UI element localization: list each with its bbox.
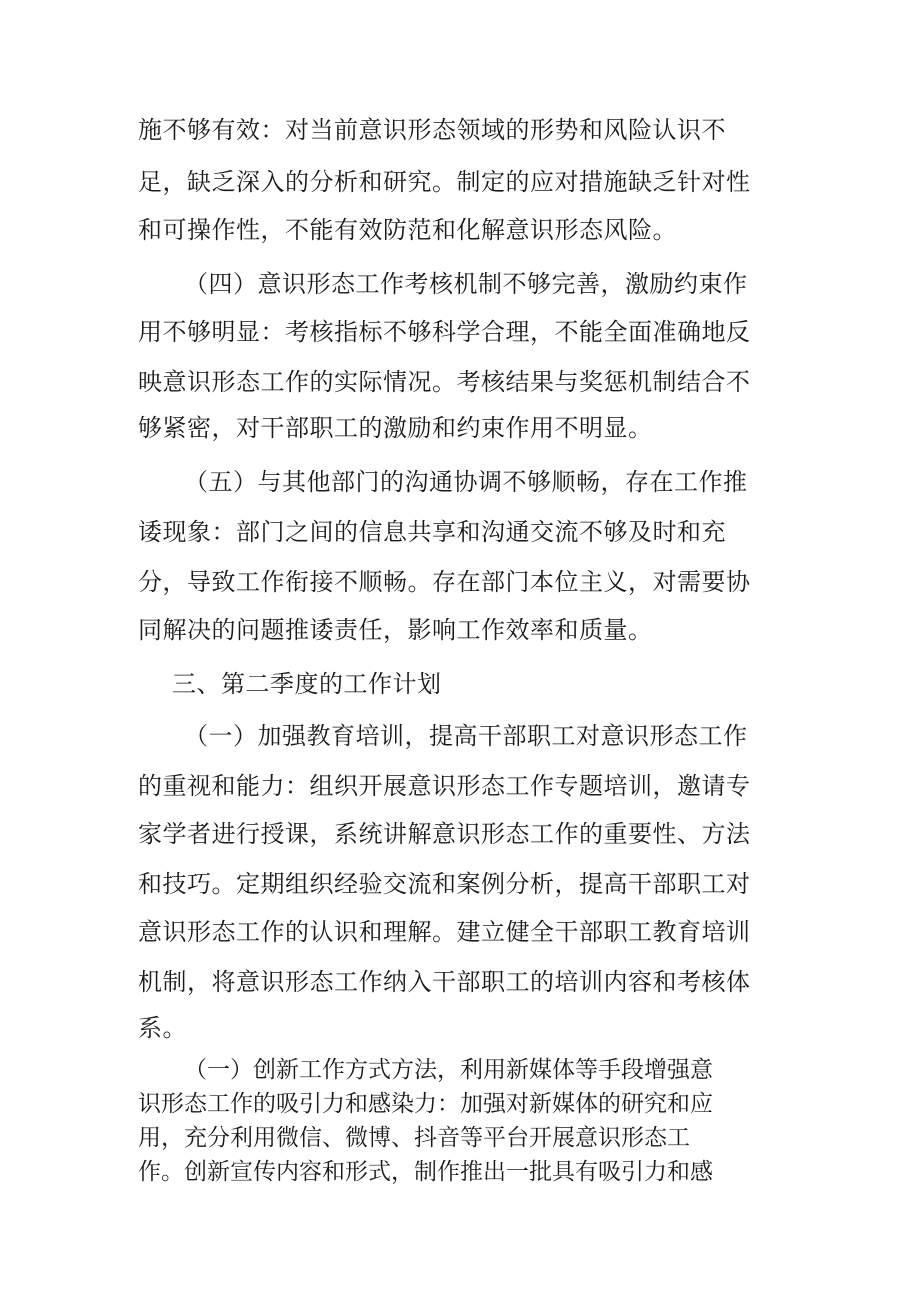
paragraph-heading-four: （四）意识形态工作考核机制不够完善，激励约束作 bbox=[184, 270, 748, 298]
text-line: 和技巧。定期组织经验交流和案例分析，提高干部职工对 bbox=[138, 870, 751, 898]
text-line: 同解决的问题推诿责任，影响工作效率和质量。 bbox=[138, 616, 653, 644]
text-line: 分，导致工作衔接不顺畅。存在部门本位主义，对需要协 bbox=[138, 568, 751, 596]
text-line: 系。 bbox=[138, 1014, 187, 1042]
text-line: 意识形态工作的认识和理解。建立健全干部职工教育培训 bbox=[138, 918, 751, 946]
paragraph-heading-one-repeat: （一）创新工作方式方法，利用新媒体等手段增强意 bbox=[184, 1057, 713, 1083]
paragraph-heading-five: （五）与其他部门的沟通协调不够顺畅，存在工作推 bbox=[184, 468, 748, 496]
text-line: 识形态工作的吸引力和感染力：加强对新媒体的研究和应 bbox=[138, 1091, 713, 1117]
text-line: 诿现象：部门之间的信息共享和沟通交流不够及时和充 bbox=[138, 518, 726, 546]
section-heading: 三、第二季度的工作计划 bbox=[172, 670, 442, 698]
text-line: 的重视和能力：组织开展意识形态工作专题培训，邀请专 bbox=[138, 772, 751, 800]
text-line: 家学者进行授课，系统讲解意识形态工作的重要性、方法 bbox=[138, 820, 751, 848]
paragraph-heading-one: （一）加强教育培训，提高干部职工对意识形态工作 bbox=[184, 722, 748, 750]
text-line: 机制，将意识形态工作纳入干部职工的培训内容和考核体 bbox=[138, 968, 751, 996]
text-line: 用不够明显：考核指标不够科学合理，不能全面准确地反 bbox=[138, 318, 751, 346]
text-line: 作。创新宣传内容和形式，制作推出一批具有吸引力和感 bbox=[138, 1159, 713, 1185]
text-line: 施不够有效：对当前意识形态领域的形势和风险认识不 bbox=[138, 116, 726, 144]
text-line: 足，缺乏深入的分析和研究。制定的应对措施缺乏针对性 bbox=[138, 168, 751, 196]
text-line: 和可操作性，不能有效防范和化解意识形态风险。 bbox=[138, 216, 677, 244]
text-line: 用，充分利用微信、微博、抖音等平台开展意识形态工 bbox=[138, 1125, 690, 1151]
text-line: 够紧密，对干部职工的激励和约束作用不明显。 bbox=[138, 414, 653, 442]
text-line: 映意识形态工作的实际情况。考核结果与奖惩机制结合不 bbox=[138, 368, 751, 396]
